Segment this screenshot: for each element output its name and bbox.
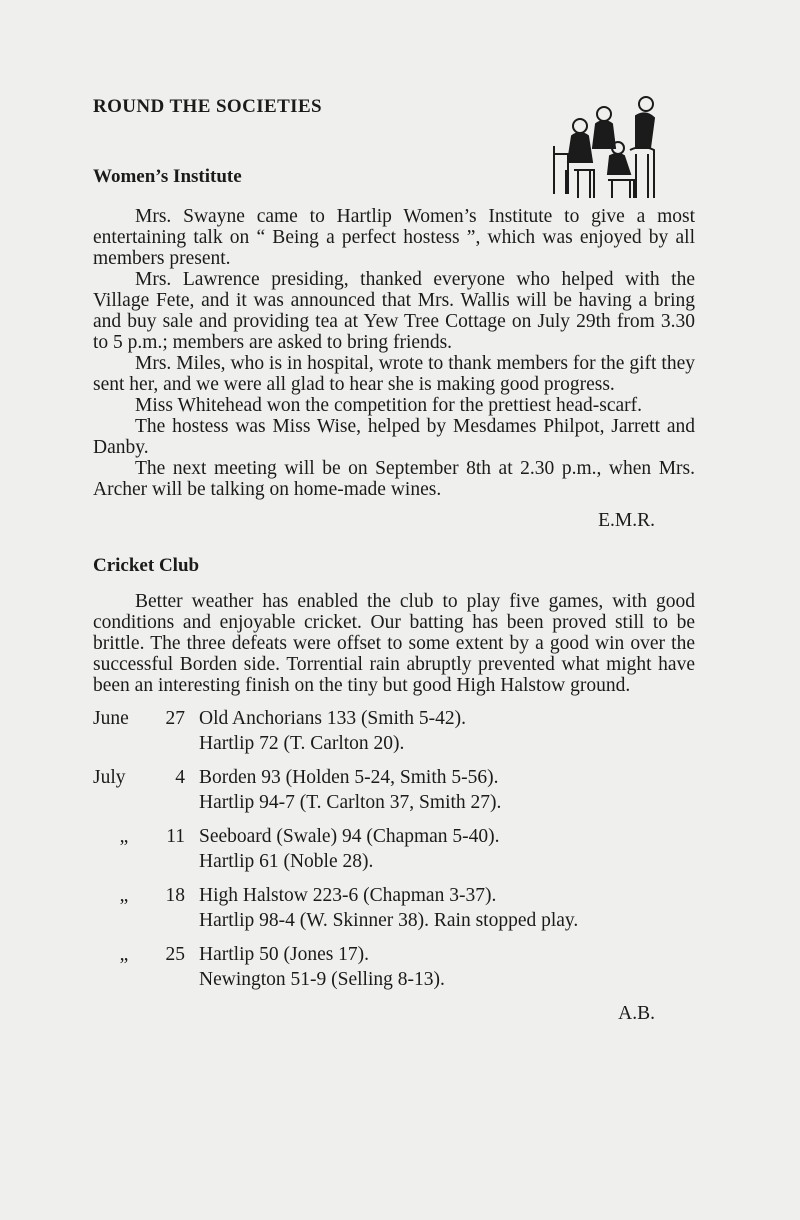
result-line-1: Old Anchorians 133 (Smith 5-42).: [199, 708, 467, 729]
result-line-2: Hartlip 94-7 (T. Carlton 37, Smith 27).: [199, 792, 502, 813]
result-day: 27: [165, 708, 185, 729]
result-line-2: Hartlip 72 (T. Carlton 20).: [199, 733, 405, 754]
result-day: 18: [165, 885, 185, 906]
page-content: [93, 96, 695, 1024]
cricket-signature: A.B.: [618, 1003, 655, 1024]
result-row: [93, 944, 695, 990]
wi-paragraph-2: Mrs. Lawrence presiding, thanked everyone who helped with the Village Fete, and it was announced that Mrs. Wallis will be having a bring and buy sale and providing tea at Yew Tree Cottage on July 29th from 3.30 to 5 p.m.; members are asked to bring friends.: [93, 269, 695, 353]
cricket-heading: Cricket Club: [93, 555, 200, 576]
result-line-1: Seeboard (Swale) 94 (Chapman 5-40).: [199, 826, 500, 847]
result-month: „: [119, 826, 129, 847]
result-day: 11: [166, 826, 185, 847]
result-day: 25: [165, 944, 185, 965]
cricket-paragraph: Better weather has enabled the club to play five games, with good conditions and enjoyable cricket. Our batting has been proved still to be brittle. The three defeats were offset to some extent by a good win over the successful Borden side. Torrential rain abruptly prevented what might have been an interesting finish on the tiny but good High Halstow ground.: [93, 591, 695, 696]
result-month: „: [119, 944, 129, 965]
wi-paragraph-1: Mrs. Swayne came to Hartlip Women’s Institute to give a most entertaining talk on “ Being a perfect hostess ”, which was enjoyed by all members present.: [93, 206, 695, 269]
result-row: [93, 885, 695, 931]
match-results: [93, 708, 695, 990]
wi-heading: Women’s Institute: [93, 166, 242, 187]
result-row: [93, 708, 695, 754]
page-title: ROUND THE SOCIETIES: [93, 96, 322, 117]
result-day: 4: [175, 767, 185, 788]
result-line-1: Borden 93 (Holden 5-24, Smith 5-56).: [199, 767, 499, 788]
result-row: [93, 826, 695, 872]
wi-paragraph-4: Miss Whitehead won the competition for the prettiest head-scarf.: [135, 395, 643, 416]
wi-paragraph-3: Mrs. Miles, who is in hospital, wrote to thank members for the gift they sent her, and we were all glad to hear she is making good progress.: [93, 353, 695, 395]
result-row: [93, 767, 695, 813]
result-line-1: Hartlip 50 (Jones 17).: [199, 944, 370, 965]
result-month: „: [119, 885, 129, 906]
result-line-1: High Halstow 223-6 (Chapman 3-37).: [199, 885, 497, 906]
wi-paragraph-5: The hostess was Miss Wise, helped by Mesdames Philpot, Jarrett and Danby.: [93, 416, 695, 458]
result-line-2: Hartlip 98-4 (W. Skinner 38). Rain stopped play.: [199, 910, 579, 931]
result-month: June: [93, 708, 129, 729]
result-line-2: Newington 51-9 (Selling 8-13).: [199, 969, 445, 990]
wi-signature: E.M.R.: [598, 510, 655, 531]
wi-paragraph-6: The next meeting will be on September 8th at 2.30 p.m., when Mrs. Archer will be talking on home-made wines.: [93, 458, 695, 500]
result-month: July: [93, 767, 126, 788]
result-line-2: Hartlip 61 (Noble 28).: [199, 851, 374, 872]
